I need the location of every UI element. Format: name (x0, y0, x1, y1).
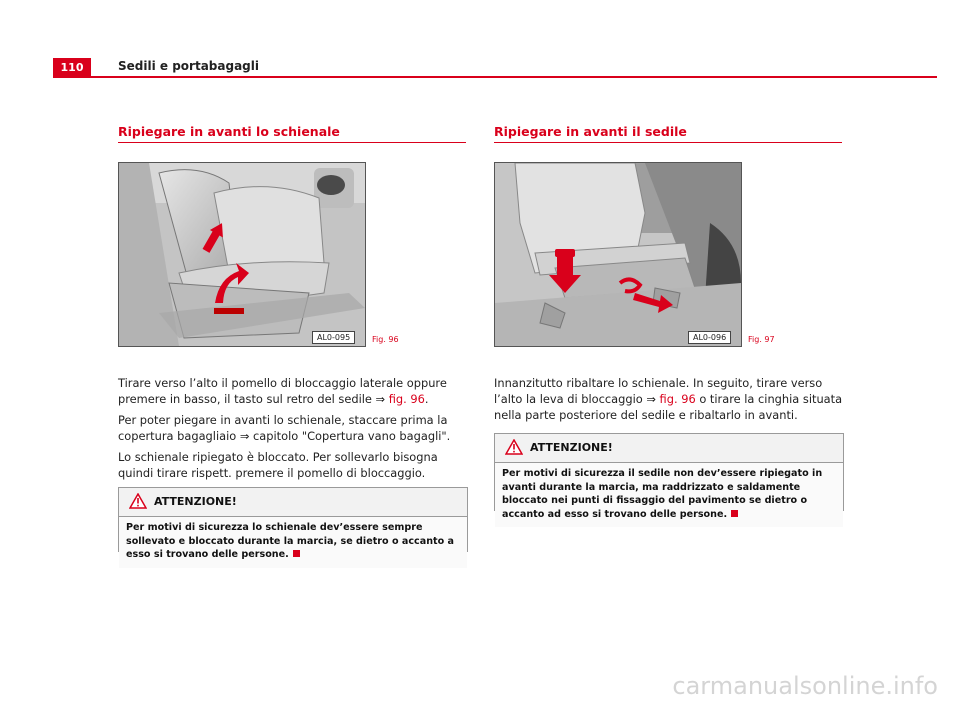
left-warning-header (119, 488, 467, 517)
arrow-icon: ⇒ (375, 392, 386, 406)
warning-triangle-icon (505, 439, 523, 455)
left-warning-body (119, 517, 467, 568)
figure-97-caption: Fig. 97 (748, 335, 775, 344)
warning-triangle-icon (129, 493, 147, 509)
figure-96-image (118, 162, 366, 347)
left-paragraph-2: Per poter piegare in avanti lo schienale, staccare prima la copertura bagagliaio ⇒ capitolo "Copertura vano bagagli". (118, 413, 451, 443)
right-section-heading: Ripiegare in avanti il sedile (494, 124, 687, 139)
left-paragraph-3: Lo schienale ripiegato è bloccato. Per sollevarlo bisogna quindi tirare rispett. premere il pomello di bloccaggio. (118, 450, 438, 480)
left-paragraph-1 (118, 375, 468, 407)
left-paragraph-1-text: Tirare verso l’alto il pomello di bloccaggio laterale oppure premere in basso, il tasto sul retro del sedile (118, 376, 447, 406)
left-warning-text: Per motivi di sicurezza lo schienale dev’essere sempre sollevato e bloccato durante la marcia, se dietro o accanto a esso si trovano delle persone. (126, 522, 455, 560)
arrow-icon: ⇒ (646, 392, 656, 406)
left-warning-box (118, 487, 468, 560)
right-warning-box (494, 433, 844, 520)
right-paragraph-1-end: o tirare la cinghia situata nella parte posteriore del sedile e ribaltarlo in avanti. (494, 392, 843, 422)
header-divider (53, 76, 937, 78)
figure-97-image (494, 162, 742, 347)
right-paragraph-1 (494, 375, 844, 423)
right-warning-header (495, 434, 843, 463)
right-paragraph-1-text: Innanzitutto ribaltare lo schienale. In seguito, tirare verso l’alto la leva di bloccaggio (494, 376, 823, 406)
right-warning-text: Per motivi di sicurezza il sedile non dev’essere ripiegato in avanti durante la marcia, ma raddrizzato e saldamente bloccato nei punti di fissaggio del pavimento se dietro o accanto ad esso si trovano delle persone. (502, 468, 823, 520)
right-section-divider (494, 142, 842, 143)
watermark: carmanualsonline.info (672, 672, 938, 700)
figure-97-code: AL0-096 (688, 331, 731, 344)
right-warning-body (495, 463, 843, 527)
end-square-icon (293, 550, 300, 557)
page-title: Sedili e portabagagli (118, 59, 259, 73)
figure-96-caption: Fig. 96 (372, 335, 399, 344)
left-warning-title: ATTENZIONE! (154, 495, 237, 508)
right-warning-title: ATTENZIONE! (530, 441, 613, 454)
right-body-text (494, 375, 844, 423)
left-section-divider (118, 142, 466, 143)
figure-96-code: AL0-095 (312, 331, 355, 344)
figure-reference-link[interactable]: fig. 96 (659, 392, 696, 406)
page-number: 110 (53, 58, 91, 78)
figure-reference-link[interactable]: fig. 96 (388, 392, 425, 406)
left-body-text (118, 375, 468, 481)
left-section-heading: Ripiegare in avanti lo schienale (118, 124, 340, 139)
left-paragraph-1-end: . (424, 392, 429, 406)
end-square-icon (731, 510, 738, 517)
